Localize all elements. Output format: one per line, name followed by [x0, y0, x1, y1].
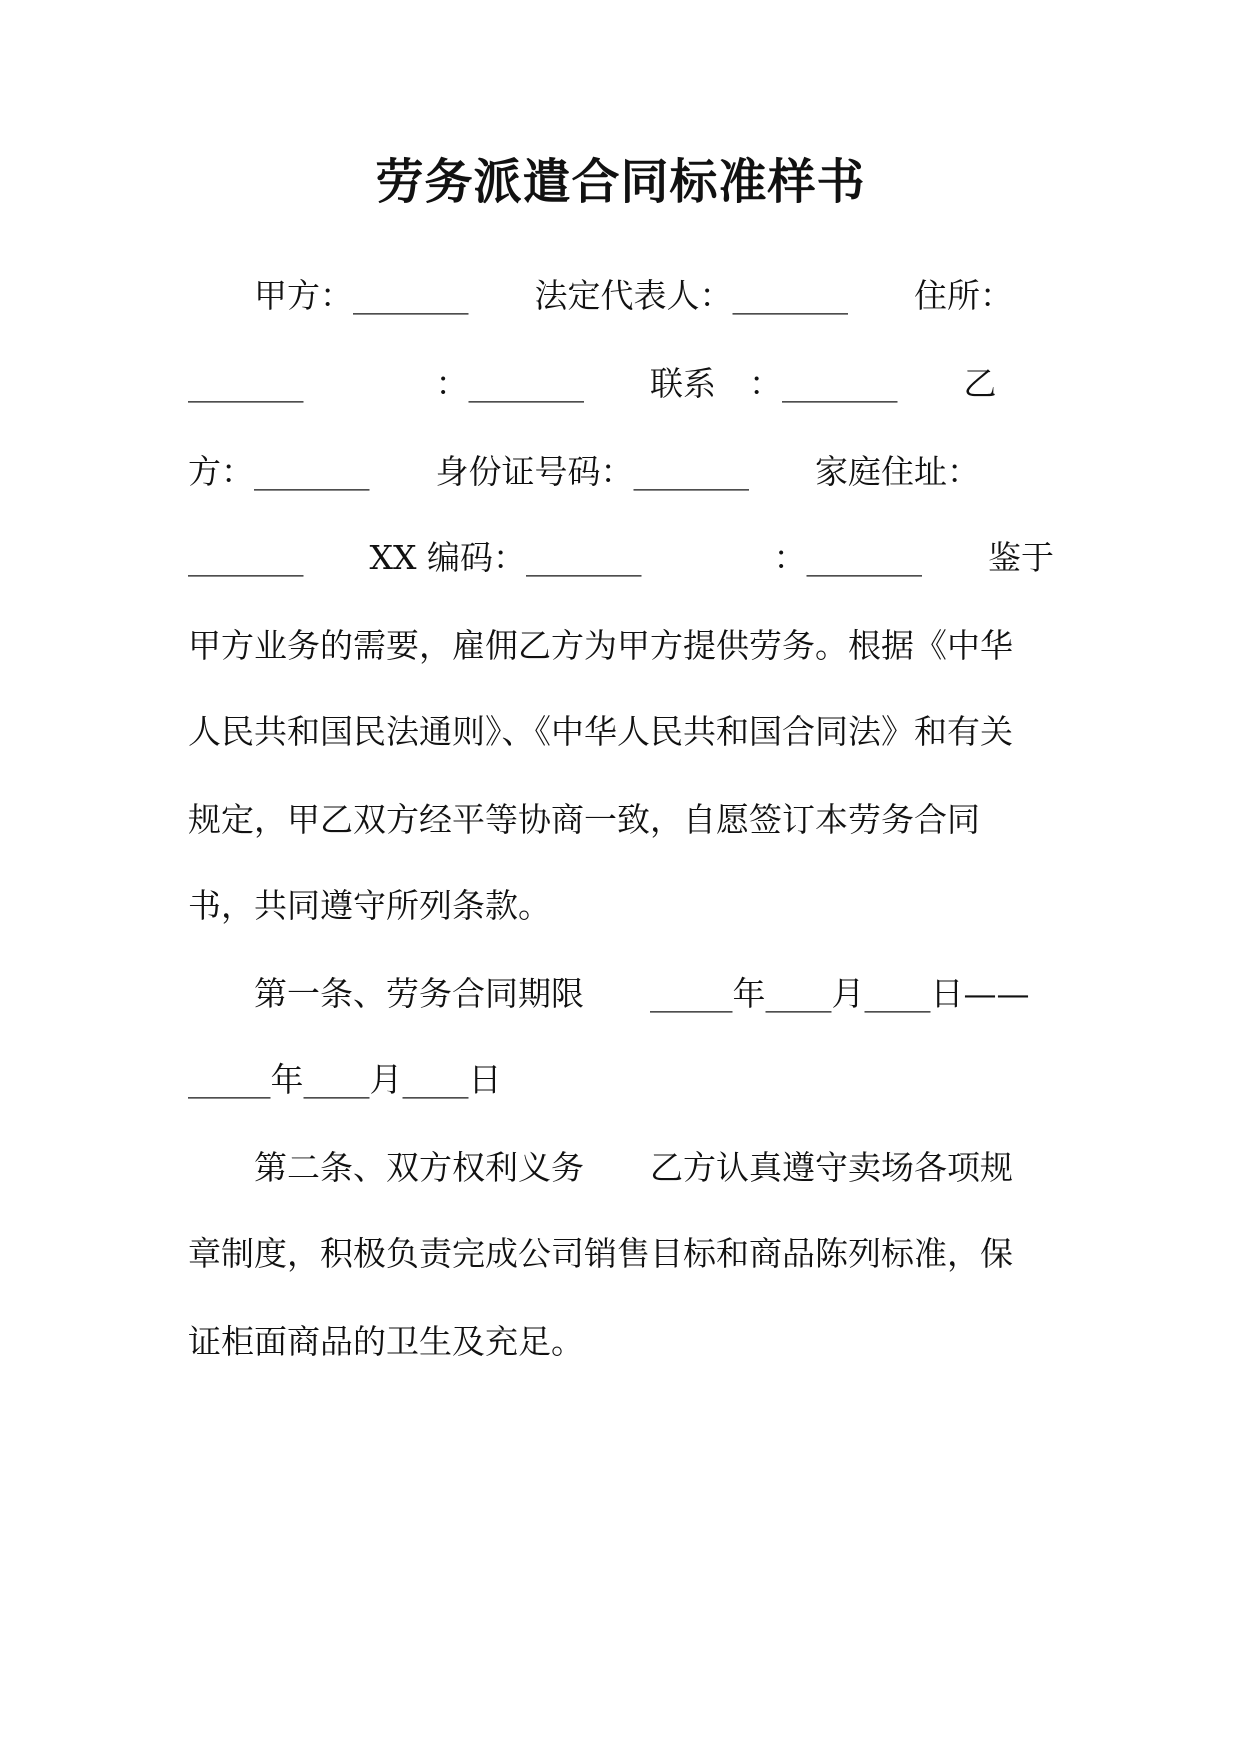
text-line-article-2-cont-1: 章制度，积极负责完成公司销售目标和商品陈列标准，保 [188, 1234, 1013, 1273]
text-line-preamble-2: 人民共和国民法通则》、《中华人民共和国合同法》和有关 [188, 712, 1013, 751]
text-line-preamble-4: 书，共同遵守所列条款。 [188, 886, 551, 925]
document-title: 劳务派遣合同标准样书 [375, 154, 866, 210]
text-line-article-1: 第一条、劳务合同期限 _____年____月____日—— [188, 974, 1030, 1013]
text-line-contact: _______ ：_______ 联系 ：_______ 乙 [188, 364, 997, 403]
text-line-party-b: 方：_______ 身份证号码：_______ 家庭住址： [188, 452, 980, 491]
text-line-preamble-1: 甲方业务的需要，雇佣乙方为甲方提供劳务。根据《中华 [188, 626, 1013, 665]
text-line-party-a: 甲方：_______ 法定代表人：_______ 住所： [188, 276, 1013, 315]
text-line-article-1-cont: _____年____月____日 [188, 1060, 502, 1099]
text-line-postcode: _______ XX 编码：_______ ：_______ 鉴于 [188, 538, 1054, 577]
text-line-preamble-3: 规定，甲乙双方经平等协商一致，自愿签订本劳务合同 [188, 800, 980, 839]
text-line-article-2-cont-2: 证柜面商品的卫生及充足。 [188, 1322, 584, 1361]
text-line-article-2: 第二条、双方权利义务 乙方认真遵守卖场各项规 [188, 1148, 1013, 1187]
